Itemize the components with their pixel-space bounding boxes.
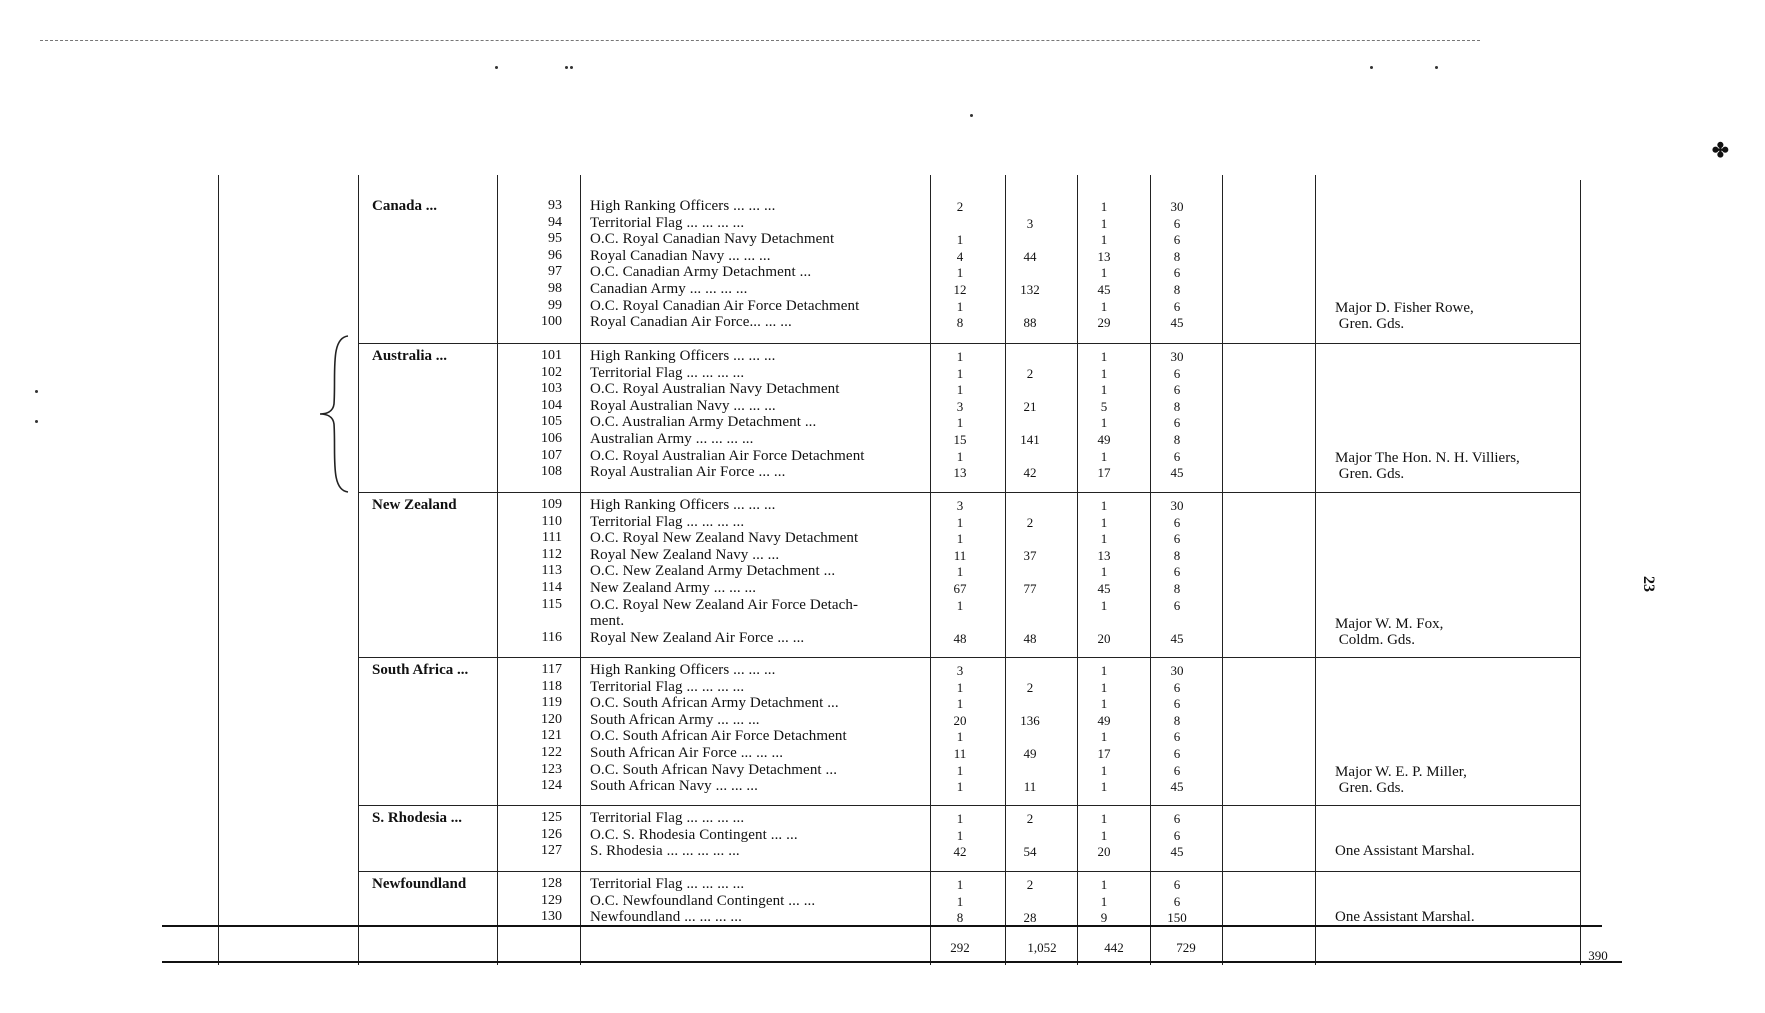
item-description: Territorial Flag ... ... ... ... xyxy=(590,810,745,826)
item-description: High Ranking Officers ... ... ... xyxy=(590,348,776,364)
item-description: Territorial Flag ... ... ... ... xyxy=(590,364,745,381)
item-number: 111 xyxy=(542,530,562,546)
column-rule xyxy=(1077,175,1078,965)
value-d: 6 xyxy=(1173,232,1181,248)
group-rule xyxy=(358,492,1580,493)
item-description: O.C. Newfoundland Contingent ... ... xyxy=(590,892,816,909)
item-number: 94 xyxy=(548,214,562,230)
value-a: 4 xyxy=(956,248,964,264)
item-description: New Zealand Army ... ... ... xyxy=(590,580,757,596)
value-a: 1 xyxy=(956,893,964,909)
item-description: Territorial Flag ... ... ... ... xyxy=(590,214,745,231)
item-number: 116 xyxy=(541,629,562,645)
value-c: 17 xyxy=(1097,746,1111,761)
marshal-name: Major W. M. Fox, Coldm. Gds. xyxy=(1335,615,1444,648)
value-a: 11 xyxy=(953,547,967,563)
item-description: O.C. South African Navy Detachment ... xyxy=(590,761,838,778)
value-d: 6 xyxy=(1173,893,1181,909)
totals-bottom-rule xyxy=(162,961,1622,963)
scan-dot xyxy=(1370,66,1373,69)
item-number: 123 xyxy=(541,761,562,777)
item-number: 105 xyxy=(541,414,562,430)
item-description: Territorial Flag ... ... ... ... xyxy=(590,678,745,695)
totals-top-rule xyxy=(162,925,1602,927)
value-d: 8 xyxy=(1173,398,1181,414)
value-a: 3 xyxy=(956,398,964,414)
marshal-name: Major D. Fisher Rowe, Gren. Gds. xyxy=(1335,300,1474,333)
value-a: 1 xyxy=(956,762,964,778)
item-number: 122 xyxy=(541,745,562,760)
item-description: O.C. Royal Canadian Navy Detachment xyxy=(590,231,835,248)
marshal-name: One Assistant Marshal. xyxy=(1335,843,1475,860)
value-a: 1 xyxy=(956,232,964,248)
marshal-name: Major W. E. P. Miller, Gren. Gds. xyxy=(1335,764,1467,797)
column-rule xyxy=(497,175,498,965)
value-d: 6 xyxy=(1173,696,1181,712)
value-c: 1 xyxy=(1100,696,1108,712)
item-number: 128 xyxy=(541,876,562,891)
item-number: 115 xyxy=(541,596,562,612)
scan-dot xyxy=(1435,66,1438,69)
value-c: 1 xyxy=(1100,564,1108,580)
scan-dot xyxy=(970,114,973,117)
value-d: 45 xyxy=(1170,315,1184,331)
value-c: 13 xyxy=(1097,547,1111,563)
item-number: 100 xyxy=(541,314,562,330)
value-c: 1 xyxy=(1100,762,1108,778)
value-a: 1 xyxy=(956,597,964,613)
value-a: 1 xyxy=(956,679,964,695)
country-name: Newfoundland xyxy=(372,876,467,892)
country-name: New Zealand xyxy=(372,497,457,513)
item-number: 98 xyxy=(548,281,562,296)
country-name: South Africa ... xyxy=(372,662,469,678)
value-b: 37 xyxy=(1023,547,1037,563)
value-b: 2 xyxy=(1026,514,1034,530)
value-c: 1 xyxy=(1100,365,1108,381)
item-description: Australian Army ... ... ... ... xyxy=(590,431,754,447)
value-c: 1 xyxy=(1100,448,1108,464)
value-d: 45 xyxy=(1170,465,1184,481)
value-d: 8 xyxy=(1173,547,1181,563)
value-c: 1 xyxy=(1100,679,1108,695)
value-a: 48 xyxy=(953,630,967,646)
item-description: ment. xyxy=(590,613,625,630)
column-rule xyxy=(218,175,219,965)
value-c: 1 xyxy=(1100,827,1108,843)
country-name: Canada ... xyxy=(372,198,438,214)
value-b: 44 xyxy=(1023,248,1037,264)
value-a: 1 xyxy=(956,564,964,580)
value-c: 1 xyxy=(1100,498,1108,513)
value-b: 11 xyxy=(1023,779,1037,795)
value-d: 8 xyxy=(1173,712,1181,728)
value-d: 6 xyxy=(1173,365,1181,381)
value-c: 1 xyxy=(1100,298,1108,314)
value-d: 6 xyxy=(1173,811,1181,826)
value-c: 1 xyxy=(1100,729,1108,745)
value-b: 2 xyxy=(1026,811,1034,826)
group-rule xyxy=(358,805,1580,806)
item-description: O.C. Royal Canadian Air Force Detachment xyxy=(590,297,860,314)
value-c: 20 xyxy=(1097,844,1111,860)
value-d: 45 xyxy=(1170,630,1184,646)
column-rule xyxy=(1580,180,1581,965)
scan-mark: ✤ xyxy=(1712,140,1729,162)
value-a: 1 xyxy=(956,696,964,712)
item-number: 113 xyxy=(541,563,562,579)
value-c: 17 xyxy=(1097,465,1111,481)
value-a: 11 xyxy=(953,746,967,761)
value-b: 77 xyxy=(1023,581,1037,596)
value-c: 45 xyxy=(1097,581,1111,596)
value-d: 6 xyxy=(1173,514,1181,530)
item-description: Royal Australian Air Force ... ... xyxy=(590,464,786,481)
value-a: 12 xyxy=(953,282,967,297)
item-description: High Ranking Officers ... ... ... xyxy=(590,198,776,214)
value-c: 45 xyxy=(1097,282,1111,297)
value-d: 8 xyxy=(1173,282,1181,297)
value-d: 6 xyxy=(1173,827,1181,843)
value-b: 141 xyxy=(1020,432,1040,447)
item-number: 108 xyxy=(541,464,562,480)
value-a: 3 xyxy=(956,663,964,678)
value-a: 8 xyxy=(956,910,964,926)
column-rule xyxy=(1005,175,1006,965)
country-name: S. Rhodesia ... xyxy=(372,810,463,826)
value-a: 1 xyxy=(956,827,964,843)
item-description: O.C. Royal Australian Navy Detachment xyxy=(590,381,840,398)
value-a: 1 xyxy=(956,365,964,381)
value-b: 49 xyxy=(1023,746,1037,761)
value-d: 6 xyxy=(1173,531,1181,547)
value-d: 8 xyxy=(1173,248,1181,264)
column-rule xyxy=(1315,175,1316,965)
value-d: 6 xyxy=(1173,746,1181,761)
value-b: 88 xyxy=(1023,315,1037,331)
value-d: 8 xyxy=(1173,432,1181,447)
value-a: 1 xyxy=(956,448,964,464)
item-description: Royal New Zealand Air Force ... ... xyxy=(590,629,805,646)
item-number: 129 xyxy=(541,892,562,908)
value-a: 20 xyxy=(953,712,967,728)
value-c: 1 xyxy=(1100,199,1108,214)
value-d: 6 xyxy=(1173,597,1181,613)
item-description: Royal Australian Navy ... ... ... xyxy=(590,397,776,414)
value-c: 29 xyxy=(1097,315,1111,331)
item-number: 95 xyxy=(548,231,562,247)
value-a: 1 xyxy=(956,531,964,547)
total-c: 442 xyxy=(1104,940,1124,955)
value-b: 48 xyxy=(1023,630,1037,646)
item-description: High Ranking Officers ... ... ... xyxy=(590,662,776,678)
item-number: 99 xyxy=(548,297,562,313)
value-b: 136 xyxy=(1020,712,1040,728)
column-rule xyxy=(580,175,581,965)
item-number: 127 xyxy=(541,843,562,859)
value-c: 1 xyxy=(1100,779,1108,795)
value-b: 132 xyxy=(1020,282,1040,297)
value-c: 1 xyxy=(1100,232,1108,248)
item-number: 120 xyxy=(541,711,562,727)
item-number: 102 xyxy=(541,364,562,380)
group-rule xyxy=(358,871,1580,872)
item-number: 112 xyxy=(541,546,562,562)
item-number: 121 xyxy=(541,728,562,744)
value-c: 1 xyxy=(1100,811,1108,826)
scan-dot xyxy=(570,66,573,69)
value-c: 1 xyxy=(1100,415,1108,431)
value-c: 5 xyxy=(1100,398,1108,414)
value-d: 30 xyxy=(1170,498,1184,513)
scan-edge-line xyxy=(40,40,1480,41)
total-last: 390 xyxy=(1588,948,1608,963)
value-b: 2 xyxy=(1026,679,1034,695)
marshal-name: One Assistant Marshal. xyxy=(1335,909,1475,926)
value-a: 1 xyxy=(956,382,964,398)
value-a: 15 xyxy=(953,432,967,447)
group-brace xyxy=(318,334,358,494)
value-d: 45 xyxy=(1170,844,1184,860)
scan-dot xyxy=(495,66,498,69)
value-c: 49 xyxy=(1097,432,1111,447)
value-c: 1 xyxy=(1100,215,1108,231)
item-number: 124 xyxy=(541,778,562,794)
item-description: Territorial Flag ... ... ... ... xyxy=(590,513,745,530)
column-rule xyxy=(1150,175,1151,965)
value-b: 3 xyxy=(1026,215,1034,231)
item-number: 103 xyxy=(541,381,562,397)
item-number: 118 xyxy=(541,678,562,694)
value-d: 6 xyxy=(1173,448,1181,464)
item-number: 107 xyxy=(541,447,562,463)
country-name: Australia ... xyxy=(372,348,447,364)
value-c: 1 xyxy=(1100,265,1108,281)
value-a: 1 xyxy=(956,729,964,745)
total-d: 729 xyxy=(1176,940,1196,955)
value-a: 13 xyxy=(953,465,967,481)
total-b: 1,052 xyxy=(1027,940,1057,955)
item-description: O.C. Royal Australian Air Force Detachment xyxy=(590,447,865,464)
value-a: 1 xyxy=(956,265,964,281)
item-description: Canadian Army ... ... ... ... xyxy=(590,281,748,297)
item-description: Territorial Flag ... ... ... ... xyxy=(590,876,745,892)
value-c: 13 xyxy=(1097,248,1111,264)
value-c: 1 xyxy=(1100,382,1108,398)
item-description: Royal New Zealand Navy ... ... xyxy=(590,546,780,563)
scan-dot xyxy=(35,420,38,423)
item-description: High Ranking Officers ... ... ... xyxy=(590,497,776,513)
value-a: 3 xyxy=(956,498,964,513)
value-c: 1 xyxy=(1100,531,1108,547)
item-description: South African Air Force ... ... ... xyxy=(590,745,784,761)
group-rule xyxy=(358,343,1580,344)
column-rule xyxy=(358,175,359,965)
scan-dot xyxy=(35,390,38,393)
value-c: 1 xyxy=(1100,893,1108,909)
value-c: 1 xyxy=(1100,597,1108,613)
value-b: 2 xyxy=(1026,877,1034,892)
column-rule xyxy=(1222,175,1223,965)
value-d: 150 xyxy=(1167,910,1187,926)
item-number: 114 xyxy=(541,580,562,595)
value-c: 1 xyxy=(1100,877,1108,892)
value-d: 6 xyxy=(1173,564,1181,580)
item-number: 104 xyxy=(541,397,562,413)
value-d: 6 xyxy=(1173,415,1181,431)
scan-dot xyxy=(565,66,568,69)
item-description: O.C. New Zealand Army Detachment ... xyxy=(590,563,836,580)
item-number: 126 xyxy=(541,826,562,842)
value-c: 1 xyxy=(1100,663,1108,678)
column-rule xyxy=(930,175,931,965)
value-a: 1 xyxy=(956,779,964,795)
value-b: 42 xyxy=(1023,465,1037,481)
item-number: 93 xyxy=(548,198,562,213)
value-b: 28 xyxy=(1023,910,1037,926)
item-number: 106 xyxy=(541,431,562,446)
item-number: 125 xyxy=(541,810,562,825)
page-number: 23 xyxy=(1640,576,1657,592)
value-b: 2 xyxy=(1026,365,1034,381)
item-description: O.C. South African Air Force Detachment xyxy=(590,728,847,745)
value-a: 1 xyxy=(956,877,964,892)
item-number: 109 xyxy=(541,497,562,512)
value-d: 30 xyxy=(1170,199,1184,214)
value-a: 2 xyxy=(956,199,964,214)
item-description: South African Navy ... ... ... xyxy=(590,778,758,795)
value-d: 6 xyxy=(1173,265,1181,281)
item-description: South African Army ... ... ... xyxy=(590,711,760,728)
item-description: O.C. Australian Army Detachment ... xyxy=(590,414,817,431)
value-a: 1 xyxy=(956,514,964,530)
item-number: 101 xyxy=(541,348,562,363)
value-b: 54 xyxy=(1023,844,1037,860)
value-d: 6 xyxy=(1173,679,1181,695)
value-a: 67 xyxy=(953,581,967,596)
value-c: 1 xyxy=(1100,349,1108,364)
value-d: 6 xyxy=(1173,762,1181,778)
item-description: O.C. Canadian Army Detachment ... xyxy=(590,264,812,281)
item-number: 119 xyxy=(541,695,562,711)
item-description: Newfoundland ... ... ... ... xyxy=(590,909,742,926)
item-description: O.C. Royal New Zealand Air Force Detach- xyxy=(590,596,859,613)
item-number: 96 xyxy=(548,247,562,263)
value-c: 9 xyxy=(1100,910,1108,926)
item-number: 117 xyxy=(541,662,562,677)
value-d: 30 xyxy=(1170,349,1184,364)
item-description: O.C. Royal New Zealand Navy Detachment xyxy=(590,530,859,547)
value-b: 21 xyxy=(1023,398,1037,414)
value-c: 1 xyxy=(1100,514,1108,530)
total-a: 292 xyxy=(950,940,970,955)
value-a: 1 xyxy=(956,415,964,431)
value-c: 49 xyxy=(1097,712,1111,728)
value-a: 42 xyxy=(953,844,967,860)
value-d: 6 xyxy=(1173,382,1181,398)
item-number: 110 xyxy=(541,513,562,529)
item-description: S. Rhodesia ... ... ... ... ... xyxy=(590,843,740,860)
item-number: 130 xyxy=(541,909,562,925)
value-d: 8 xyxy=(1173,581,1181,596)
marshal-name: Major The Hon. N. H. Villiers, Gren. Gds. xyxy=(1335,450,1520,483)
value-c: 20 xyxy=(1097,630,1111,646)
value-a: 8 xyxy=(956,315,964,331)
item-description: O.C. S. Rhodesia Contingent ... ... xyxy=(590,826,798,843)
item-description: Royal Canadian Air Force... ... ... xyxy=(590,314,792,331)
value-a: 1 xyxy=(956,349,964,364)
item-description: Royal Canadian Navy ... ... ... xyxy=(590,247,771,264)
value-d: 6 xyxy=(1173,729,1181,745)
value-a: 1 xyxy=(956,811,964,826)
item-number: 97 xyxy=(548,264,562,280)
value-d: 45 xyxy=(1170,779,1184,795)
item-description: O.C. South African Army Detachment ... xyxy=(590,695,839,712)
group-rule xyxy=(358,657,1580,658)
value-d: 6 xyxy=(1173,215,1181,231)
value-a: 1 xyxy=(956,298,964,314)
value-d: 6 xyxy=(1173,298,1181,314)
value-d: 6 xyxy=(1173,877,1181,892)
value-d: 30 xyxy=(1170,663,1184,678)
